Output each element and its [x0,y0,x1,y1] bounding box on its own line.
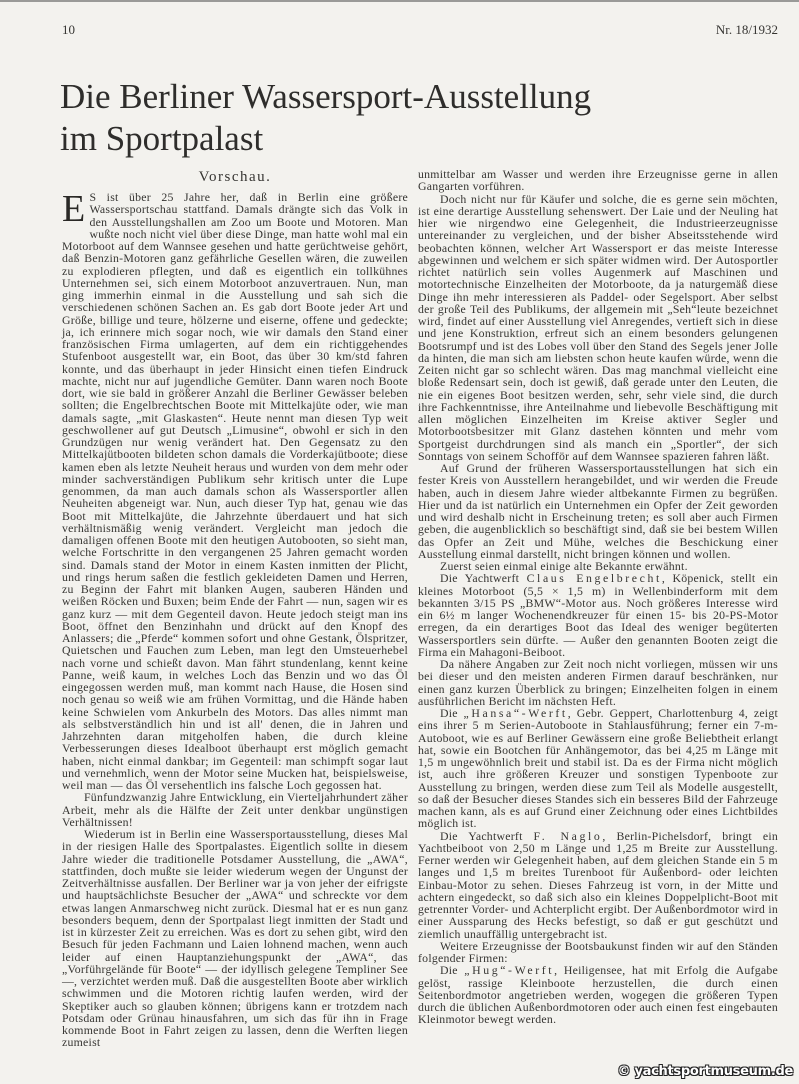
article-title [60,76,591,160]
company-name: Claus Engelbrecht [526,571,662,586]
subheading: Vorschau. [198,169,272,185]
company-name: „Hansa“-Werft [463,706,568,720]
text: Die [440,963,465,978]
title-line-1: Die Berliner Wassersport-Ausstellung [60,77,592,116]
paragraph: Weitere Erzeugnisse der Bootsbaukunst finden wir auf den Ständen folgender Firmen: [418,938,778,965]
paragraph: Wiederum ist in Berlin eine Wassersportausstellung, dieses Mal in der riesigen Halle des Sportpalastes. Eigentlich sollte in diesem Jahre wieder die traditionelle Potsdamer Ausstellung, die „AWA“, stattfinden, doch mußte sie leider wiederum wegen der Ungunst der Zeitverhältnisse ausfallen. Der Berliner war ja von jeher der eifrigste und hauptsächlichste Besucher der „AWA“ und schreckte vor dem etwas langen Anmarschweg nicht zurück. Diesmal hat er es nun ganz besonders bequem, denn der Sportpalast liegt inmitten der Stadt und ist in kürzester Zeit zu erreichen. Was es dort zu sehen gibt, wird den Besuch für jeden Fachmann und Laien lohnend machen, wenn auch leider auf einen Hauptanziehungspunkt der „AWA“, das „Vorführgelände für Boote“ — der idyllisch gelegene Templiner See —, verzichtet werden muß. Daß die ausgestellten Boote aber wirklich schwimmen und die Motoren richtig laufen werden, wird der Skeptiker auch so glauben können; übrigens kann er trotzdem nach Potsdam oder Grünau hinausfahren, um sich das für ihn in Frage kommende Boot in Fahrt zeigen zu lassen, denn die Werften liegen zumeist [62,827,408,1050]
text: , Köpenick, stellt ein kleines Motorboot (5,5 × 1,5 m) in Wellenbinderform mit dem bekannten 3/15 PS „BMW“-Motor aus. Noch größeres Interesse wird ein 6½ m langer Wochenendkreuzer für einen 15- bis 20-PS-Motor erregen, da ein derartiges Boot das Ideal des weniger begüterten Wassersportlers sein dürfte. — Außer den genannten Booten zeigt die Firma ein Mahagoni-Beiboot. [418,571,778,659]
paragraph [418,830,778,940]
company-name: „Hug“-Werft [464,963,555,978]
paragraph [418,964,778,1025]
text: , Berlin-Pichelsdorf, bringt ein Yachtbeiboot von 2,50 m Länge und 1,25 m Breite zur Ausstellung. Ferner werden wir Gelegenheit haben, auf dem gleichen Stande ein 5 m langes und 1,5 m breites Turenboot für Außenbord- oder leichten Einbau-Motor zu sehen. Dieses Fahrzeug ist vorn, in der Mitte und achtern eingedeckt, so daß sich also ein kleines Doppelplicht-Boot mit getrennter Vorder- und Achterplicht ergibt. Der Außenbordmotor wird in einer Aussparung des Hecks befestigt, so daß er gut geschützt und ziemlich unauffällig untergebracht ist. [418,828,778,941]
paragraph-text: S ist über 25 Jahre her, daß in Berlin eine größere Wassersportschau stattfand. Damals drängte sich das Volk in den Ausstellungshallen am Zoo um Boote und Motoren. Man wußte noch nicht viel über diese Dinge, man hatte wohl mal ein Motorboot auf dem Wannsee gesehen und hatte gerüchtweise gehört, daß Benzin-Motoren ganz gefährliche Gesellen wären, die zuweilen zu explodieren pflegten, und daß es eigentlich ein tollkühnes Unternehmen sei, sich einem Motorboot anzuvertrauen. Nun, man ging immerhin einmal in die Ausstellung und sah sich die verschiedenen schönen Sachen an. Es gab dort Boote jeder Art und Größe, billige und teure, hölzerne und eiserne, offene und gedeckte; ja, ich erinnere mich sogar noch, wie wir damals den Stand einer französischen Firma umlagerten, auf dem ein richtiggehendes Stufenboot ausgestellt war, ein Boot, das über 30 km/std fahren konnte, und das überhaupt in jeder Hinsicht einen tiefen Eindruck machte, nicht nur auf jugendliche Gemüter. Dann waren noch Boote dort, wie sie bald in größerer Anzahl die Berliner Gewässer beleben sollten; die Engelbrechtschen Boote mit Mittelkajüte oder, wie man damals sagte, „mit Glaskasten“. Heute nennt man diesen Typ weit geschwollener auf gut Deutsch „Limusine“, obwohl er sich in den Grundzügen nur wenig verändert hat. Den Gegensatz zu den Mittelkajütbooten bildeten schon damals die Vorderkajütboote; diese kamen eben als letzte Neuheit heraus und wurden von dem mehr oder minder sachverständigen Publikum sehr kritisch unter die Lupe genommen, da man auch damals schon als Wassersportler allen Neuheiten abgeneigt war. Nun, auch dieser Typ hat, genau wie das Boot mit Mittelkajüte, die Jahrzehnte überdauert und hat sich verhältnismäßig wenig verändert. Vergleicht man jedoch die damaligen offenen Boote mit den heutigen Autobooten, so sieht man, welche Fortschritte in den vergangenen 25 Jahren gemacht worden sind. Damals stand der Motor in einem Kasten inmitten der Plicht, und rings herum saßen die festlich gekleideten Damen und Herren, zu Beginn der Fahrt mit blanken Augen, sauberen Händen und weißen Röcken und Buxen; beim Ende der Fahrt — nun, sagen wir es ganz kurz — mit dem Gegenteil davon. Heute jedoch steigt man ins Boot, öffnet den Benzinhahn und drückt auf den Knopf des Anlassers; die „Pferde“ kommen sofort und ohne Gestank, Ölspritzer, Quietschen und Fauchen zum Leben, man legt den Umsteuerhebel nach vorne und schießt davon. Man fährt stundenlang, kennt keine Panne, weiß kaum, in welches Loch das Benzin und wo das Öl eingegossen werden muß, man kommt nach Hause, die Hosen sind noch genau so weiß wie am frühen Vormittag, und die Hände haben keine Schwielen vom Ankurbeln des Motors. Das alles nimmt man als selbstverständlich hin und ist all' denen, die in Jahren und Jahrzehnten daran mitgeholfen haben, die durch kleine Verbesserungen dieses Idealboot überhaupt erst möglich gemacht haben, nicht einmal dankbar; im Gegenteil: man schimpft sogar laut und vernehmlich, wenn der Motor seine Mucken hat, beispielsweise, weil man — das Öl versehentlich ins falsche Loch gegossen hat. [62,190,408,792]
paragraph: unmittelbar am Wasser und werden ihre Erzeugnisse gerne in allen Gangarten vorführen. [418,167,778,194]
paragraph [418,707,778,830]
company-name: F. Naglo [533,828,603,843]
scan-edge [0,0,799,2]
paragraph [62,188,408,792]
issue-number: Nr. 18/1932 [715,22,778,37]
copyright-watermark: © yachtsportmuseum.de [617,1064,793,1079]
paragraph [418,572,778,658]
paragraph: Da nähere Angaben zur Zeit noch nicht vorliegen, müssen wir uns bei dieser und den meisten anderen Firmen darauf beschränken, nur einen ganz kurzen Überblick zu bringen; Einzelheiten folgen in einem ausführlichen Bericht im nächsten Heft. [418,657,778,708]
title-line-2: im Sportpalast [60,119,264,158]
paragraph: Doch nicht nur für Käufer und solche, die es gerne sein möchten, ist eine derartige Ausstellung sehenswert. Der Laie und der Neuling hat hier wie nirgendwo eine Gelegenheit, die Industrieerzeugnisse untereinander zu vergleichen, und der bisher Abseitsstehende wird beobachten können, welcher Art Wassersport er das meiste Interesse abgewinnen und welchem er sich später widmen wird. Der Autosportler richtet natürlich sein volles Augenmerk auf Maschinen und motortechnische Einzelheiten der Motorboote, da ja naturgemäß diese Dinge ihn mehr interessieren als Paddel- oder Segelsport. Aber selbst der große Teil des Publikums, der allgemein mit „Seh“leute bezeichnet wird, findet auf einer Ausstellung viel Anregendes, vertieft sich in diese und jene Konstruktion, erfreut sich an einem besonders gelungenen Bootsrumpf und ist des Lobes voll über den Stand des Segels jener Jolle da hinten, die man sich am liebsten schon heute kaufen würde, wenn die Zeiten nicht gar so schlecht wären. Das mag manchmal vielleicht eine bloße Redensart sein, doch ist gewiß, daß gerade unter den Leuten, die nie ein eigenes Boot besitzen werden, sehr, sehr viele sind, die durch ihre Fachkenntnisse, ihre Anteilnahme und liebevolle Beschäftigung mit allen möglichen Einzelheiten im Kreise aktiver Segler und Motorbootsbesitzer mit Glanz dastehen könnten und mehr vom Sportgeist durchdrungen sind als manch ein „Sportler“, der sich Sonntags von seinem Schofför auf dem Wannsee spazieren fahren läßt. [418,191,778,463]
text: Die [440,706,464,720]
right-column [418,168,778,1026]
text: Die Yachtwerft [440,571,527,586]
page-number: 10 [62,22,75,37]
paragraph: Fünfundzwanzig Jahre Entwicklung, ein Vierteljahrhundert zäher Arbeit, mehr als die Hälfte der Zeit unter denkbar ungünstigen Verhältnissen! [62,790,408,829]
text: , Heiligensee, hat mit Erfolg die Aufgabe gelöst, rassige Kleinboote herzustellen, die durch einen Seitenbordmotor angetrieben werden, wogegen die größeren Typen durch die üblichen Außenbordmotoren oder auch einen fest eingebauten Kleinmotor bewegt werden. [418,963,779,1027]
drop-cap: E [62,188,86,230]
left-column [62,168,408,1049]
paragraph: Zuerst seien einmal einige alte Bekannte erwähnt. [440,559,688,573]
text: , Gebr. Geppert, Charlottenburg 4, zeigt eins ihrer 5 m Serien-Autoboote in Stahlausführung; ferner ein 7-m-Autoboot, wie es auf Berliner Gewässern eine große Beliebtheit erlangt hat, sowie ein Bootchen für Anhängemotor, das bei 4,25 m Länge mit 1,5 m ungewöhnlich breit und stabil ist. Da es der Firma nicht möglich ist, auch ihre größeren Kreuzer und sonstigen Typenboote zur Ausstellung zu bringen, werden diese zum Teil als Modelle ausgestellt, so daß der Besucher dieses Standes sich ein besseres Bild der Fahrzeuge machen kann, als es auf Grund einer Zeichnung oder eines Lichtbildes möglich ist. [418,706,779,831]
paragraph: Auf Grund der früheren Wassersportausstellungen hat sich ein fester Kreis von Ausstellern herangebildet, und wir werden die Freude haben, auch in diesem Jahre wieder altbekannte Firmen zu begrüßen. Hier und da ist natürlich ein Unternehmen ein Opfer der Zeit geworden und wird deshalb nicht in Erscheinung treten; es soll aber auch Firmen geben, die augenblicklich so beschäftigt sind, daß sie bei bestem Willen das Opfer an Zeit und Mühe, welches die Beschickung einer Ausstellung einmal darstellt, nicht bringen können und wollen. [418,461,778,561]
text: Die Yachtwerft [440,828,534,843]
